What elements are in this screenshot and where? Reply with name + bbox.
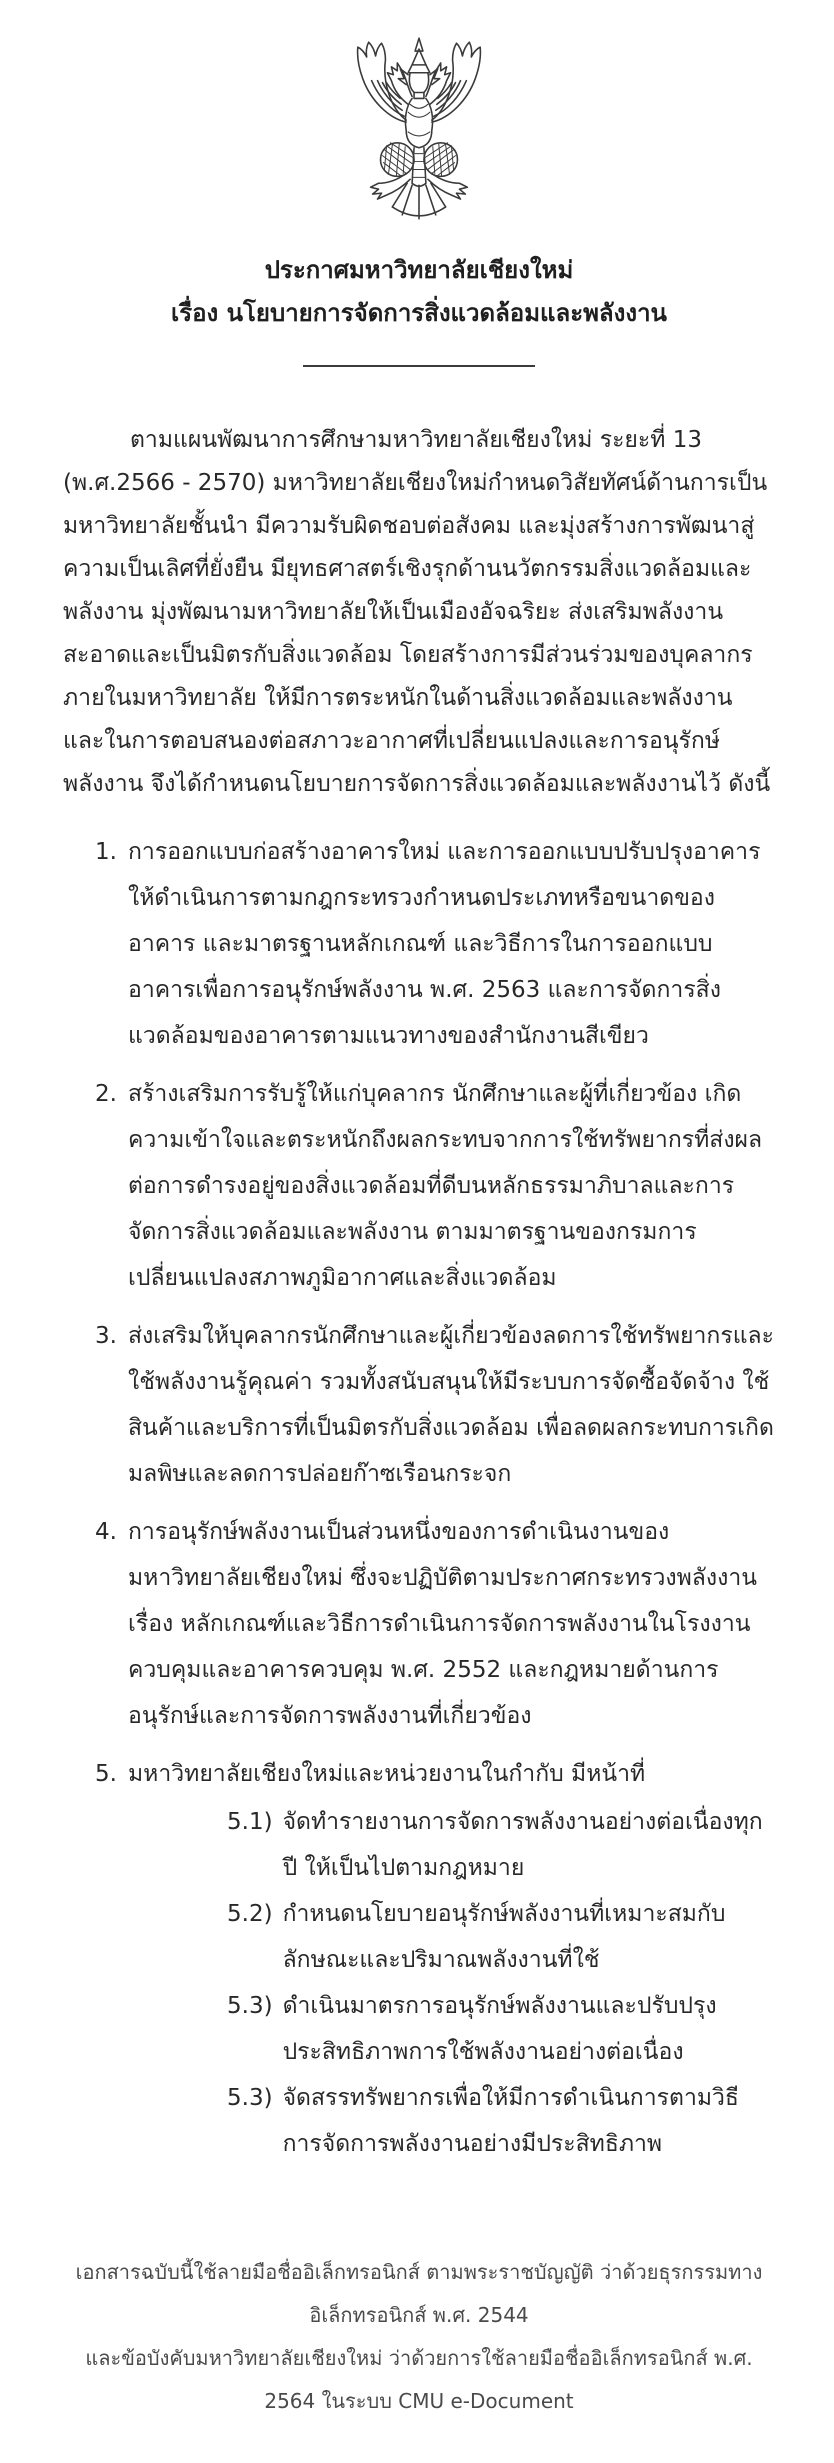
footer-line-1: เอกสารฉบับนี้ใช้ลายมือชื่ออิเล็กทรอนิกส์ ตามพระราชบัญญัติ ว่าด้วยธุรกรรมทางอิเล็กทรอนิกส์ พ.ศ. 2544 <box>75 2260 763 2327</box>
sub-item-number: 5.1) <box>227 1809 273 1835</box>
emblem-container <box>63 35 775 227</box>
item-text: การออกแบบก่อสร้างอาคารใหม่ และการออกแบบปรับปรุงอาคารให้ดำเนินการตามกฎกระทรวงกำหนดประเภทหรือขนาดของอาคาร และมาตรฐานหลักเกณฑ์ และวิธีการในการออกแบบอาคารเพื่อการอนุรักษ์พลังงาน พ.ศ. 2563 และการจัดการสิ่งแวดล้อมของอาคารตามแนวทางของสำนักงานสีเขียว <box>128 839 761 1049</box>
sub-item-number: 5.3) <box>227 1993 273 2019</box>
document-title: ประกาศมหาวิทยาลัยเชียงใหม่ <box>264 256 574 284</box>
item-text: สร้างเสริมการรับรู้ให้แก่บุคลากร นักศึกษาและผู้ที่เกี่ยวข้อง เกิดความเข้าใจและตระหนักถึงผลกระทบจากการใช้ทรัพยากรที่ส่งผลต่อการดำรงอยู่ของสิ่งแวดล้อมที่ดีบนหลักธรรมาภิบาลและการจัดการสิ่งแวดล้อมและพลังงาน ตามมาตรฐานของกรมการเปลี่ยนแปลงสภาพภูมิอากาศและสิ่งแวดล้อม <box>128 1081 763 1291</box>
item-text: มหาวิทยาลัยเชียงใหม่และหน่วยงานในกำกับ มีหน้าที่ <box>128 1761 646 1787</box>
item-text: การอนุรักษ์พลังงานเป็นส่วนหนึ่งของการดำเนินงานของมหาวิทยาลัยเชียงใหม่ ซึ่งจะปฏิบัติตามประกาศกระทรวงพลังงาน เรื่อง หลักเกณฑ์และวิธีการดำเนินการจัดการพลังงานในโรงงานควบคุมและอาคารควบคุม พ.ศ. 2552 และกฎหมายด้านการอนุรักษ์และการจัดการพลังงานที่เกี่ยวข้อง <box>128 1519 757 1729</box>
item-number: 4. <box>95 1519 117 1545</box>
sub-item-5-3a <box>227 1983 775 2075</box>
list-item-5 <box>95 1751 775 1797</box>
sub-item-text: จัดทำรายงานการจัดการพลังงานอย่างต่อเนื่องทุกปี ให้เป็นไปตามกฎหมาย <box>282 1809 763 1881</box>
list-item-3 <box>95 1313 775 1497</box>
sub-item-5-2 <box>227 1891 775 1983</box>
sub-item-5-1 <box>227 1799 775 1891</box>
item-number: 3. <box>95 1323 117 1349</box>
title-block <box>63 249 775 335</box>
sub-item-text: ดำเนินมาตรการอนุรักษ์พลังงานและปรับปรุงประสิทธิภาพการใช้พลังงานอย่างต่อเนื่อง <box>282 1993 717 2065</box>
intro-paragraph: ตามแผนพัฒนาการศึกษามหาวิทยาลัยเชียงใหม่ ระยะที่ 13 (พ.ศ.2566 - 2570) มหาวิทยาลัยเชียงใหม่กำหนดวิสัยทัศน์ด้านการเป็นมหาวิทยาลัยชั้นนำ มีความรับผิดชอบต่อสังคม และมุ่งสร้างการพัฒนาสู่ความเป็นเลิศที่ยั่งยืน มียุทธศาสตร์เชิงรุกด้านนวัตกรรมสิ่งแวดล้อมและพลังงาน มุ่งพัฒนามหาวิทยาลัยให้เป็นเมืองอัจฉริยะ ส่งเสริมพลังงานสะอาดและเป็นมิตรกับสิ่งแวดล้อม โดยสร้างการมีส่วนร่วมของบุคลากรภายในมหาวิทยาลัย ให้มีการตระหนักในด้านสิ่งแวดล้อมและพลังงาน และในการตอบสนองต่อสภาวะอากาศที่เปลี่ยนแปลงและการอนุรักษ์พลังงาน จึงได้กำหนดนโยบายการจัดการสิ่งแวดล้อมและพลังงานไว้ ดังนี้ <box>63 427 771 797</box>
item-number: 2. <box>95 1081 117 1107</box>
policy-list <box>63 829 775 2167</box>
garuda-emblem <box>345 35 493 223</box>
item-number: 5. <box>95 1761 117 1787</box>
sub-list <box>227 1799 775 2167</box>
list-item-4 <box>95 1509 775 1739</box>
sub-item-text: กำหนดนโยบายอนุรักษ์พลังงานที่เหมาะสมกับลักษณะและปริมาณพลังงานที่ใช้ <box>282 1901 726 1973</box>
sub-item-5-3b <box>227 2075 775 2167</box>
item-text: ส่งเสริมให้บุคลากรนักศึกษาและผู้เกี่ยวข้องลดการใช้ทรัพยากรและใช้พลังงานรู้คุณค่า รวมทั้งสนับสนุนให้มีระบบการจัดซื้อจัดจ้าง ใช้สินค้าและบริการที่เป็นมิตรกับสิ่งแวดล้อม เพื่อลดผลกระทบการเกิดมลพิษและลดการปล่อยก๊าซเรือนกระจก <box>128 1323 774 1487</box>
list-item-1 <box>95 829 775 1059</box>
sub-item-number: 5.2) <box>227 1901 273 1927</box>
sub-item-text: จัดสรรทรัพยากรเพื่อให้มีการดำเนินการตามวิธีการจัดการพลังงานอย่างมีประสิทธิภาพ <box>282 2085 739 2157</box>
document-subject: เรื่อง นโยบายการจัดการสิ่งแวดล้อมและพลังงาน <box>171 299 667 327</box>
title-divider <box>303 365 535 367</box>
footer-line-2: และข้อบังคับมหาวิทยาลัยเชียงใหม่ ว่าด้วยการใช้ลายมือชื่ออิเล็กทรอนิกส์ พ.ศ. 2564 ในระบบ CMU e-Document <box>85 2346 753 2413</box>
item-number: 1. <box>95 839 117 865</box>
list-item-2 <box>95 1071 775 1301</box>
e-signature-footer <box>63 2251 775 2423</box>
sub-item-number: 5.3) <box>227 2085 273 2111</box>
